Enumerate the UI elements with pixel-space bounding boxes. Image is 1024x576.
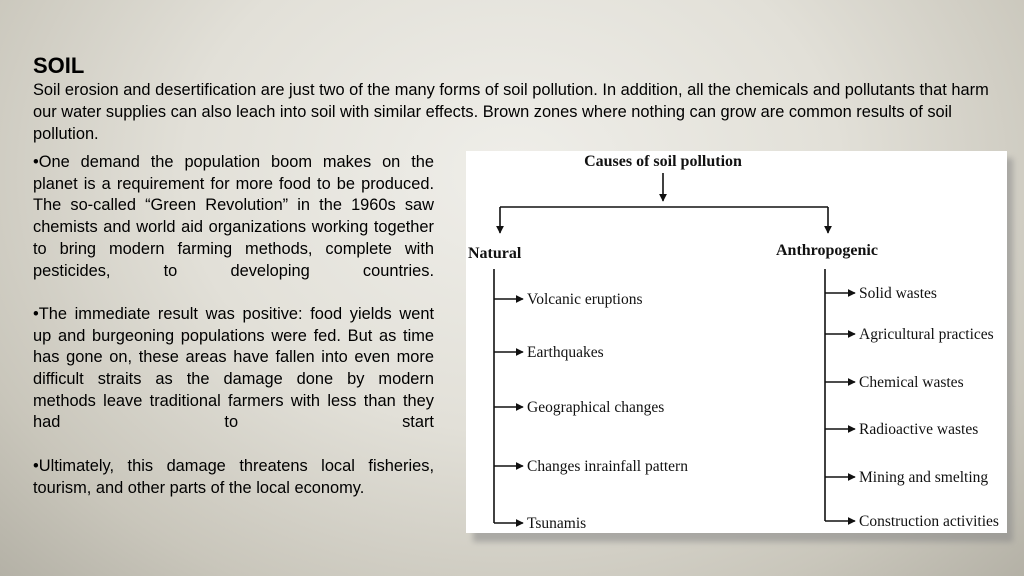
anthropogenic-cause-label: Chemical wastes bbox=[859, 374, 964, 391]
anthropogenic-cause-label: Agricultural practices bbox=[859, 326, 994, 343]
natural-cause-label: Tsunamis bbox=[527, 515, 587, 532]
natural-cause-label: Volcanic eruptions bbox=[527, 291, 643, 308]
svg-text:Causes of soil pollution: Causes of soil pollution bbox=[584, 153, 742, 170]
anthropogenic-cause-label: Radioactive wastes bbox=[859, 421, 979, 438]
bullet-item: •The immediate result was positive: food yields went up and burgeoning populations were fed. But as time has gone on, these areas have fallen into even more difficult straits as the damage done by modern methods leave traditional farmers with less than they had to start bbox=[33, 304, 434, 432]
anthropogenic-cause-label: Solid wastes bbox=[859, 285, 937, 302]
bullet-item: •Ultimately, this damage threatens local fisheries, tourism, and other parts of the local economy. bbox=[33, 456, 434, 497]
natural-cause-label: Earthquakes bbox=[527, 344, 604, 361]
natural-branch bbox=[494, 291, 688, 532]
bullet-list bbox=[33, 152, 434, 499]
natural-cause-label: Changes inrainfall pattern bbox=[527, 458, 688, 475]
causes-diagram bbox=[466, 151, 1007, 533]
diagram-title bbox=[584, 153, 742, 170]
anthropogenic-branch bbox=[825, 285, 999, 530]
natural-cause-label: Geographical changes bbox=[527, 399, 665, 416]
anthropogenic-cause-label: Construction activities bbox=[859, 513, 999, 530]
intro-paragraph: Soil erosion and desertification are just two of the many forms of soil pollution. In addition, all the chemicals and pollutants that harm our water supplies can also leach into soil with similar effects. Brown zones where nothing can grow are common results of soil pollution. bbox=[33, 81, 989, 143]
bullet-item: •One demand the population boom makes on the planet is a requirement for more food to be produced. The so-called “Green Revolution” in the 1960s saw chemists and world aid organizations working together to bring modern farming methods, complete with pesticides, to developing countries. bbox=[33, 153, 434, 280]
slide-title: SOIL bbox=[33, 53, 85, 78]
diagram-svg bbox=[466, 151, 1007, 533]
anthropogenic-cause-label: Mining and smelting bbox=[859, 469, 989, 486]
anthropogenic-heading: Anthropogenic bbox=[776, 242, 878, 259]
natural-heading: Natural bbox=[468, 245, 522, 262]
